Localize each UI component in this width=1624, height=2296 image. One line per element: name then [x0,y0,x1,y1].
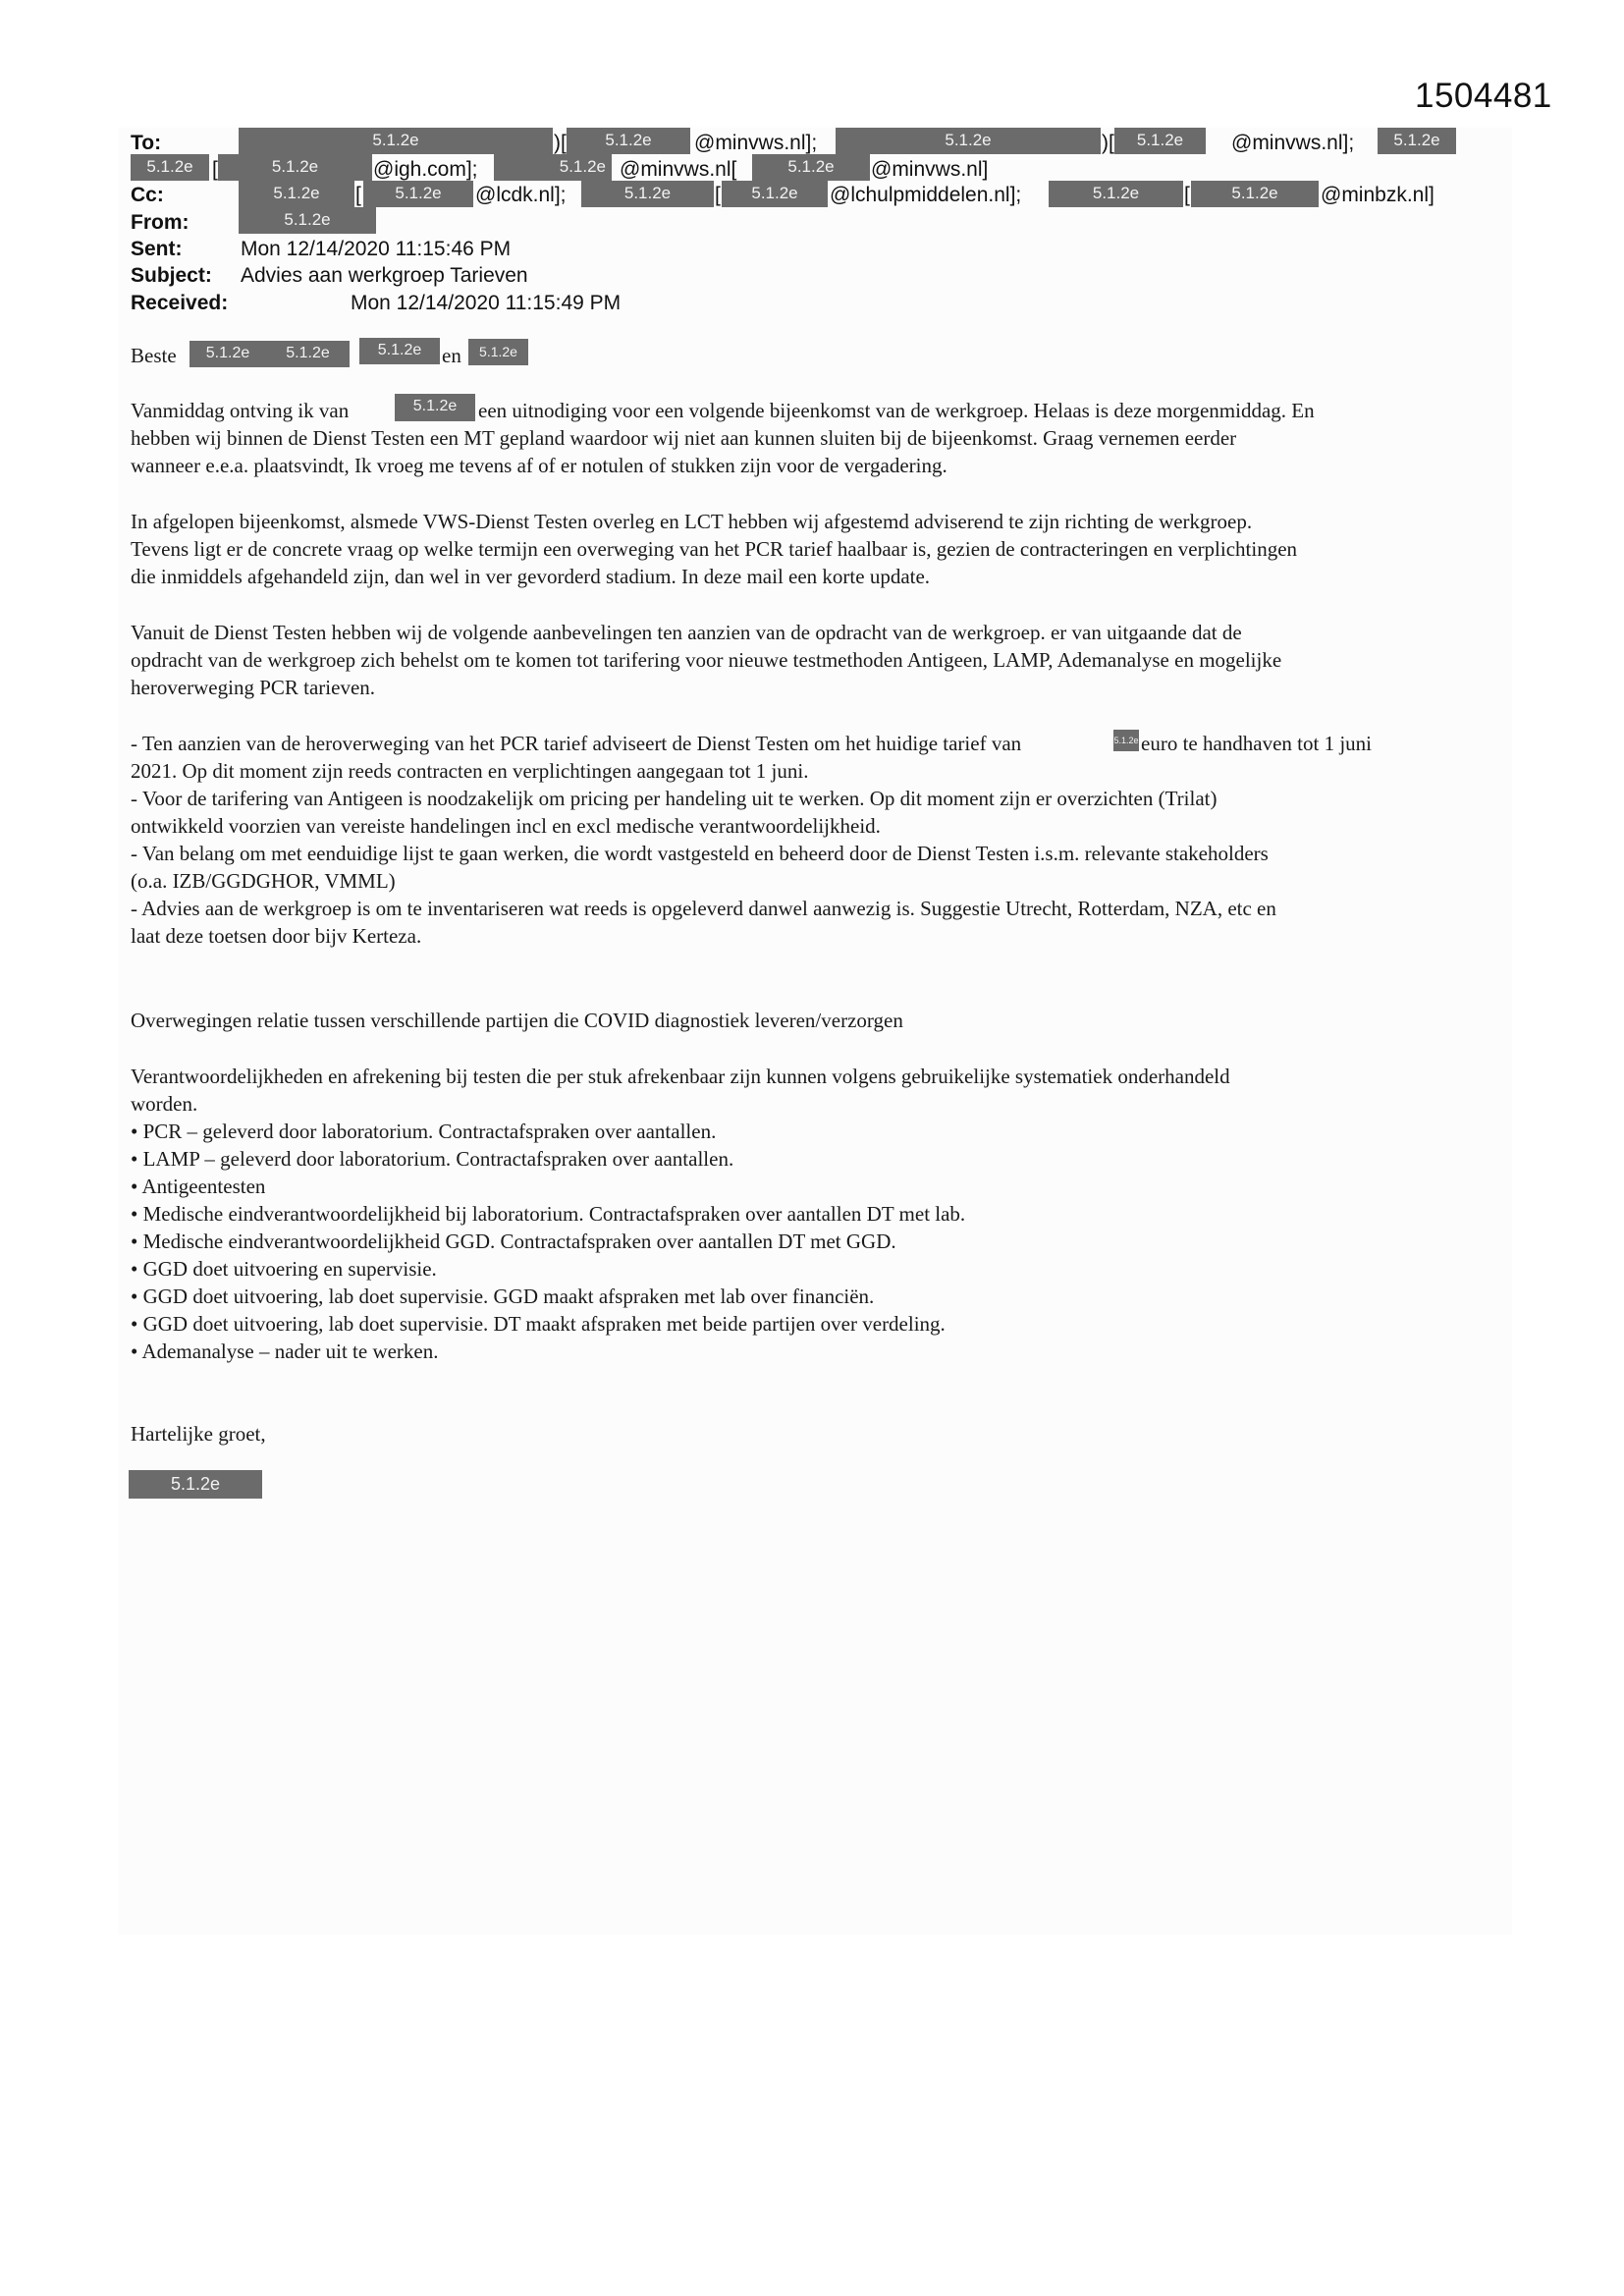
bullet-item: • Ademanalyse – nader uit te werken. [131,1339,439,1363]
bullet-item: • GGD doet uitvoering, lab doet supervisie. DT maakt afspraken met beide partijen over verdeling. [131,1312,946,1336]
advice-line8: laat deze toetsen door bijv Kerteza. [131,924,422,948]
redacted-cc-email: 5.1.2e [363,181,473,207]
to-domain: @minvws.nl] [871,158,989,181]
closing-text: Hartelijke groet, [131,1422,266,1446]
redacted-sender: 5.1.2e [239,207,376,234]
redacted-recipient-email: 5.1.2e [567,128,690,154]
cc-domain: @lchulpmiddelen.nl]; [830,184,1022,206]
advice-line4: ontwikkeld voorzien van vereiste handelingen incl en excl medische verantwoordelijkheid. [131,814,881,838]
redacted-recipient-name: 5.1.2e [131,154,209,181]
advice-line6: (o.a. IZB/GGDGHOR, VMML) [131,869,396,893]
to-label: To: [131,132,162,154]
to-domain: @minvws.nl[ [620,158,737,181]
responsibilities-line1: Verantwoordelijkheden en afrekening bij testen die per stuk afrekenbaar zijn kunnen volgens gebruikelijke systematiek onderhandeld [131,1065,1230,1088]
subject-value: Advies aan werkgroep Tarieven [241,264,528,287]
para1-line1-suffix: een uitnodiging voor een volgende bijeenkomst van de werkgroep. Helaas is deze morgenmiddag. En [478,399,1315,422]
redacted-cc-name: 5.1.2e [1049,181,1183,207]
considerations-title: Overwegingen relatie tussen verschillende partijen die COVID diagnostiek leveren/verzorgen [131,1009,903,1032]
bullet-item: • GGD doet uitvoering en supervisie. [131,1257,437,1281]
advice-line2: 2021. Op dit moment zijn reeds contracten en verplichtingen aangegaan tot 1 juni. [131,759,809,783]
greeting-conjunction: en [442,344,461,367]
received-value: Mon 12/14/2020 11:15:49 PM [351,292,622,314]
to-domain: @minvws.nl]; [1231,132,1355,154]
greeting-prefix: Beste [131,344,177,367]
cc-domain: @minbzk.nl] [1321,184,1435,206]
redacted-recipient-name: 5.1.2e [836,128,1101,154]
para2-line1: In afgelopen bijeenkomst, alsmede VWS-Dienst Testen overleg en LCT hebben wij afgestemd adviserend te zijn richting de werkgroep. [131,510,1253,533]
bullet-item: • Medische eindverantwoordelijkheid bij laboratorium. Contractafspraken over aantallen DT met lab. [131,1202,966,1226]
advice-line3: - Voor de tarifering van Antigeen is noodzakelijk om pricing per handeling uit te werken. Op dit moment zijn er overzichten (Trilat) [131,787,1218,810]
bullet-item: • Antigeentesten [131,1175,266,1198]
redacted-cc-email: 5.1.2e [722,181,828,207]
redacted-cc-name: 5.1.2e [581,181,714,207]
bullet-item: • Medische eindverantwoordelijkheid GGD. Contractafspraken over aantallen DT met GGD. [131,1230,896,1253]
redacted-recipient-name: 5.1.2e [494,154,612,181]
para1-line1-prefix: Vanmiddag ontving ik van [131,399,350,422]
responsibilities-line2: worden. [131,1092,198,1116]
received-label: Received: [131,292,229,314]
redacted-amount: 5.1.2e [1113,730,1139,751]
sent-label: Sent: [131,238,183,260]
redacted-cc-name: 5.1.2e [239,181,354,207]
redacted-cc-email: 5.1.2e [1191,181,1319,207]
to-bracket: [ [212,158,218,181]
sent-value: Mon 12/14/2020 11:15:46 PM [241,238,512,260]
advice-line7: - Advies aan de werkgroep is om te inventariseren wat reeds is opgeleverd danwel aanwezig is. Suggestie Utrecht, Rotterdam, NZA, etc en [131,897,1276,920]
to-separator: )[ [554,132,567,154]
redacted-addressee: 5.1.2e [359,338,440,364]
para3-line1: Vanuit de Dienst Testen hebben wij de volgende aanbevelingen ten aanzien van de opdracht van de werkgroep. er van uitgaande dat de [131,621,1242,644]
para1-line2: hebben wij binnen de Dienst Testen een MT gepland waardoor wij niet aan kunnen sluiten bij de bijeenkomst. Graag vernemen eerder [131,426,1237,450]
subject-label: Subject: [131,264,212,287]
cc-bracket: [ [355,184,361,206]
cc-bracket: [ [715,184,721,206]
advice-line1-suffix: euro te handhaven tot 1 juni [1141,732,1373,755]
redacted-signature: 5.1.2e [129,1470,262,1499]
redacted-addressee: 5.1.2e [189,341,266,367]
para2-line2: Tevens ligt er de concrete vraag op welke termijn een overweging van het PCR tarief haalbaar is, gezien de contracteringen en verplichtingen [131,537,1298,561]
cc-bracket: [ [1184,184,1190,206]
from-label: From: [131,211,189,234]
para3-line3: heroverweging PCR tarieven. [131,676,376,699]
bullet-item: • PCR – geleverd door laboratorium. Contractafspraken over aantallen. [131,1120,717,1143]
redacted-recipient-email: 5.1.2e [218,154,372,181]
advice-line5: - Van belang om met eenduidige lijst te gaan werken, die wordt vastgesteld en beheerd door de Dienst Testen i.s.m. relevante stakeholders [131,842,1269,865]
redacted-recipient-name: 5.1.2e [1378,128,1456,154]
para1-line3: wanneer e.e.a. plaatsvindt, Ik vroeg me tevens af of er notulen of stukken zijn voor de vergadering. [131,454,947,477]
para2-line3: die inmiddels afgehandeld zijn, dan wel in ver gevorderd stadium. In deze mail een korte update. [131,565,931,588]
cc-domain: @lcdk.nl]; [475,184,567,206]
cc-label: Cc: [131,184,164,206]
bullet-item: • GGD doet uitvoering, lab doet supervisie. GGD maakt afspraken met lab over financiën. [131,1285,875,1308]
document-number: 1504481 [1415,77,1552,115]
redacted-recipient-email: 5.1.2e [1114,128,1206,154]
redacted-addressee: 5.1.2e [266,341,350,367]
to-domain: @minvws.nl]; [694,132,818,154]
redacted-addressee: 5.1.2e [468,339,528,365]
redacted-person: 5.1.2e [395,394,475,421]
para3-line2: opdracht van de werkgroep zich behelst om te komen tot tarifering voor nieuwe testmethoden Antigeen, LAMP, Ademanalyse en mogelijke [131,648,1282,672]
redacted-recipient-name: 5.1.2e [239,128,553,154]
to-separator: )[ [1102,132,1114,154]
bullet-item: • LAMP – geleverd door laboratorium. Contractafspraken over aantallen. [131,1147,734,1171]
redacted-recipient-email: 5.1.2e [752,154,870,181]
to-domain: @igh.com]; [373,158,478,181]
advice-line1-prefix: - Ten aanzien van de heroverweging van het PCR tarief adviseert de Dienst Testen om het huidige tarief van [131,732,1022,755]
